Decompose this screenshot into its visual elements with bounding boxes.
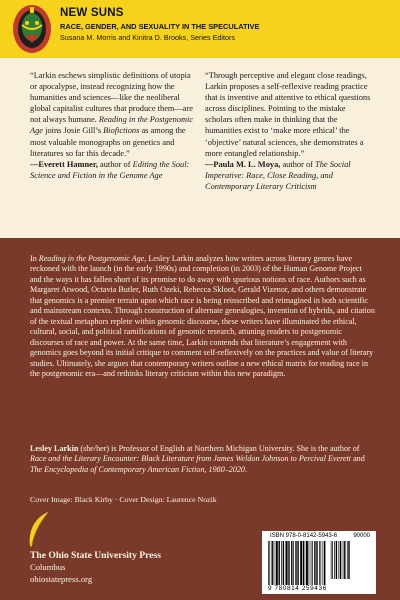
cover-credits: Cover Image: Black Kirby · Cover Design: Laurence Nozik — [30, 495, 217, 504]
barcode-bar — [281, 541, 282, 585]
barcode-bar — [324, 541, 325, 585]
endorsement-quote: “Larkin eschews simplistic definitions of utopia or apocalypse, instead recognizing how the humanities and sciences—like the neoliberal global capitalist cultures that produce them—are not always humane. Reading in the Postgenomic Age joins Josie Gill’s Biofictions as among the most valuable monographs on genetics and literatures so far this decade.” — [30, 71, 194, 158]
publisher-name: The Ohio State University Press — [30, 550, 161, 561]
barcode-bar — [283, 541, 284, 585]
barcode-bar — [321, 541, 322, 585]
endorsement-attribution: —Everett Hamner, author of Editing the Soul: Science and Fiction in the Genome Age — [30, 159, 190, 180]
barcode-bar — [303, 541, 304, 585]
barcode-bar — [286, 541, 288, 585]
barcode-bar — [314, 541, 315, 585]
ean-number: 9 780814 259436 — [268, 585, 327, 592]
barcode-bar — [311, 541, 312, 585]
barcode-bar — [340, 541, 341, 579]
book-description: In Reading in the Postgenomic Age, Lesley Larkin analyzes how writers across literary genres have reckoned with the launch (in the early 1990s) and completion (in 2003) of the Human Genome Project and the ways it has fallen short of its promise to do away with spurious notions of race. Authors such as Margaret Atwood, Octavia Butler, Ruth Ozeki, Rebecca Skloot, Gerald Vizenor, and others demonstrate that genomics is a premier terrain upon which race is being reinscribed and reimagined in both scientific and mainstream contexts. Through construction of alternate genealogies, invention of hybrids, and citation of the textual metaphors replete within genomic discourse, these writers have illuminated the ethical, cultural, social, and political ramifications of genomic research, attuning readers to postgenomic discourses of race and power. At the same time, Larkin contends that literature’s engagement with genomics goes beyond its initial critique to comment self-reflexively on the practices and value of literary studies. Ultimately, she argues that contemporary writers outline a new ethical matrix for reading race in the postgenomic era—and rethinks literary criticism within this new paradigm. — [30, 254, 375, 378]
barcode-bar — [269, 541, 270, 585]
endorsement-attribution: —Paula M. L. Moya, author of The Social Imperative: Race, Close Reading, and Contemporary Literary Criticism — [205, 159, 351, 191]
barcode-bar — [297, 541, 298, 585]
barcode-bar — [319, 541, 320, 585]
barcode-bar — [295, 541, 296, 585]
isbn-label: ISBN 978-0-8142-5943-6 — [270, 533, 338, 539]
barcode-bar — [293, 541, 294, 585]
barcode-bar — [279, 541, 280, 585]
barcode-bar — [288, 541, 289, 585]
barcode-bar — [268, 541, 269, 585]
barcode-bar — [316, 541, 317, 585]
author-name: Lesley Larkin — [30, 444, 79, 453]
barcode-bar — [343, 541, 344, 579]
publisher-url: ohiostatepress.org — [30, 574, 93, 584]
barcode-bar — [272, 541, 273, 585]
endorsement-moya — [205, 70, 375, 192]
sun-mask-logo-icon — [10, 3, 54, 55]
barcode-bar — [344, 541, 345, 579]
barcode-bar — [334, 541, 335, 579]
isbn-barcode — [262, 531, 376, 594]
endorsement-quote: “Through perceptive and elegant close readings, Larkin proposes a self-reflexive reading practice that is inventive and attentive to ethical questions across disciplines. Pointing to the mistake scholars often make in thinking that the humanities exist to ‘make more ethical’ the ‘objective’ natural sciences, she demonstrates a more entangled relationship.” — [205, 71, 371, 158]
price-addon: 90000 — [353, 533, 370, 539]
barcode-bar — [339, 541, 340, 579]
barcode-bar — [323, 541, 324, 585]
quill-feather-icon — [24, 510, 52, 550]
series-editors: Susana M. Morris and Kinitra D. Brooks, Series Editors — [60, 33, 235, 42]
series-banner — [0, 0, 400, 58]
barcode-bar — [291, 541, 292, 585]
barcode-bar — [312, 541, 313, 585]
description-section — [0, 238, 400, 600]
endorsements-panel — [0, 58, 400, 238]
barcode-bar — [332, 541, 333, 579]
barcode-bar — [336, 541, 337, 579]
barcode-bar — [309, 541, 310, 585]
barcode-bars — [266, 541, 372, 585]
barcode-bar — [274, 541, 275, 585]
barcode-bar — [348, 541, 349, 579]
barcode-bar — [276, 541, 278, 585]
barcode-bar — [331, 541, 332, 579]
series-title: NEW SUNS — [60, 7, 124, 19]
author-bio: Lesley Larkin (she/her) is Professor of English at Northern Michigan University. She is the author of Race and the Literary Encounter: Black Literature from James Weldon Johnson to Percival Everett and The Encyclopedia of Contemporary American Fiction, 1980–2020. — [30, 444, 365, 474]
endorsement-hamner — [30, 70, 195, 181]
barcode-bar — [306, 541, 308, 585]
barcode-bar — [347, 541, 348, 579]
publisher-city: Columbus — [30, 562, 66, 572]
barcode-bar — [300, 541, 302, 585]
series-subtitle: RACE, GENDER, AND SEXUALITY IN THE SPECULATIVE — [60, 22, 260, 31]
